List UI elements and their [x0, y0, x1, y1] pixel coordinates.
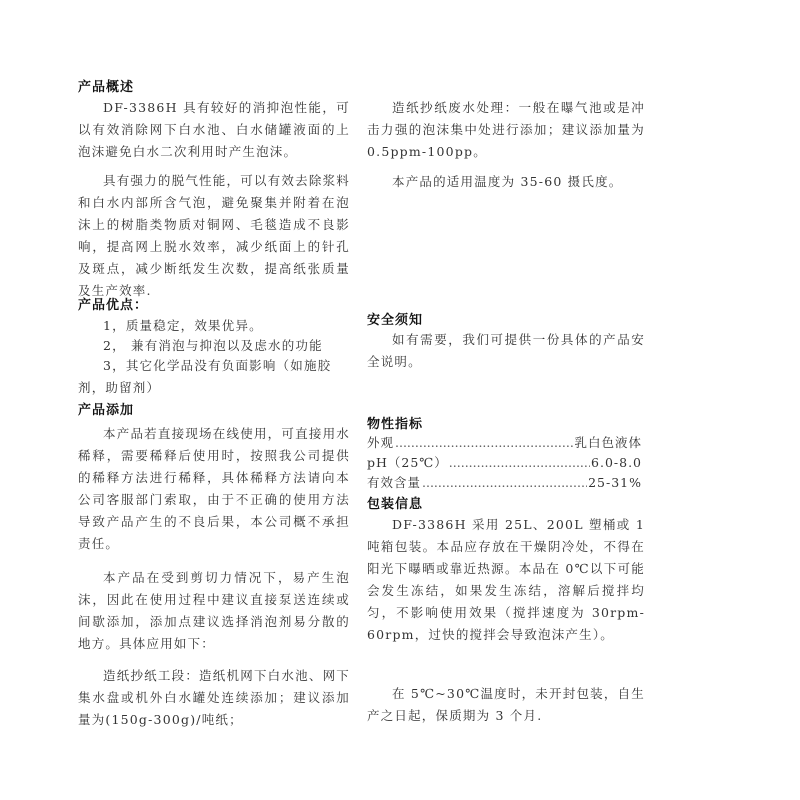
heading-packaging: 包装信息 — [367, 497, 424, 512]
overview-paragraph-2: 具有强力的脱气性能，可以有效去除浆料和白水内部所含气泡，避免聚集并附着在泡沫上的树脂类物质对铜网、毛毯造成不良影响，提高网上脱水效率，减少纸面上的针孔及斑点，减少断纸发生次数，提高纸张质量及生产效率. — [78, 173, 350, 298]
dot-leader — [395, 433, 573, 453]
advantage-item-1: 1，质量稳定，效果优异。 — [103, 318, 263, 333]
dosing-cont-paragraph-2: 本产品的适用温度为 35-60 摄氏度。 — [392, 174, 623, 189]
spec-value: 乳白色液体 — [574, 435, 642, 450]
spec-label: 外观 — [367, 435, 395, 450]
dot-leader — [422, 473, 587, 493]
dot-leader — [449, 453, 590, 473]
spec-label: 有效含量 — [367, 475, 422, 490]
heading-dosing: 产品添加 — [78, 403, 135, 418]
dosing-paragraph-2: 本产品在受到剪切力情况下，易产生泡沫，因此在使用过程中建议直接泵送连续或间歇添加，添加点建议选择消泡剂易分散的地方。具体应用如下： — [78, 570, 350, 651]
spec-row-appearance — [367, 433, 642, 453]
advantage-item-3: 3，其它化学品没有负面影响（如施胶剂，助留剂） — [78, 358, 332, 395]
heading-safety: 安全须知 — [367, 313, 424, 328]
dosing-paragraph-1: 本产品若直接现场在线使用，可直接用水稀释，需要稀释后使用时，按照我公司提供的稀释方法进行稀释，具体稀释方法请向本公司客服部门索取，由于不正确的使用方法导致产品产生的不良后果，本公司概不承担责任。 — [78, 426, 350, 551]
spec-row-content — [367, 473, 642, 493]
advantage-item-2: 2， 兼有消泡与抑泡以及虑水的功能 — [103, 338, 323, 353]
packaging-paragraph-1: DF-3386H 采用 25L、200L 塑桶或 1 吨箱包装。本品应存放在干燥阴冷处，不得在阳光下曝晒或靠近热源。本品在 0℃以下可能会发生冻结，如果发生冻结，溶解后搅拌均匀，不影响使用效果（搅拌速度为 30rpm-60rpm，过快的搅拌会导致泡沫产生）。 — [367, 517, 645, 642]
safety-paragraph: 如有需要，我们可提供一份具体的产品安全说明。 — [367, 332, 645, 369]
overview-paragraph-1: DF-3386H 具有较好的消抑泡性能，可以有效消除网下白水池、白水储罐液面的上泡沫避免白水二次利用时产生泡沫。 — [78, 100, 350, 159]
spec-value: 25-31% — [588, 475, 642, 490]
spec-row-ph — [367, 453, 642, 473]
dosing-paragraph-3: 造纸抄纸工段：造纸机网下白水池、网下集水盘或机外白水罐处连续添加；建议添加量为(150g-300g)/吨纸； — [78, 668, 350, 727]
packaging-paragraph-2: 在 5℃~30℃温度时，未开封包装，自生产之日起，保质期为 3 个月. — [367, 686, 645, 723]
heading-properties: 物性指标 — [367, 417, 424, 432]
heading-advantages: 产品优点： — [78, 298, 149, 313]
spec-label: pH（25℃） — [367, 455, 448, 470]
spec-value: 6.0-8.0 — [591, 455, 642, 470]
heading-overview: 产品概述 — [78, 80, 135, 95]
dosing-cont-paragraph-1: 造纸抄纸废水处理：一般在曝气池或是冲击力强的泡沫集中处进行添加；建议添加量为 0.5ppm-100pp。 — [367, 100, 645, 159]
